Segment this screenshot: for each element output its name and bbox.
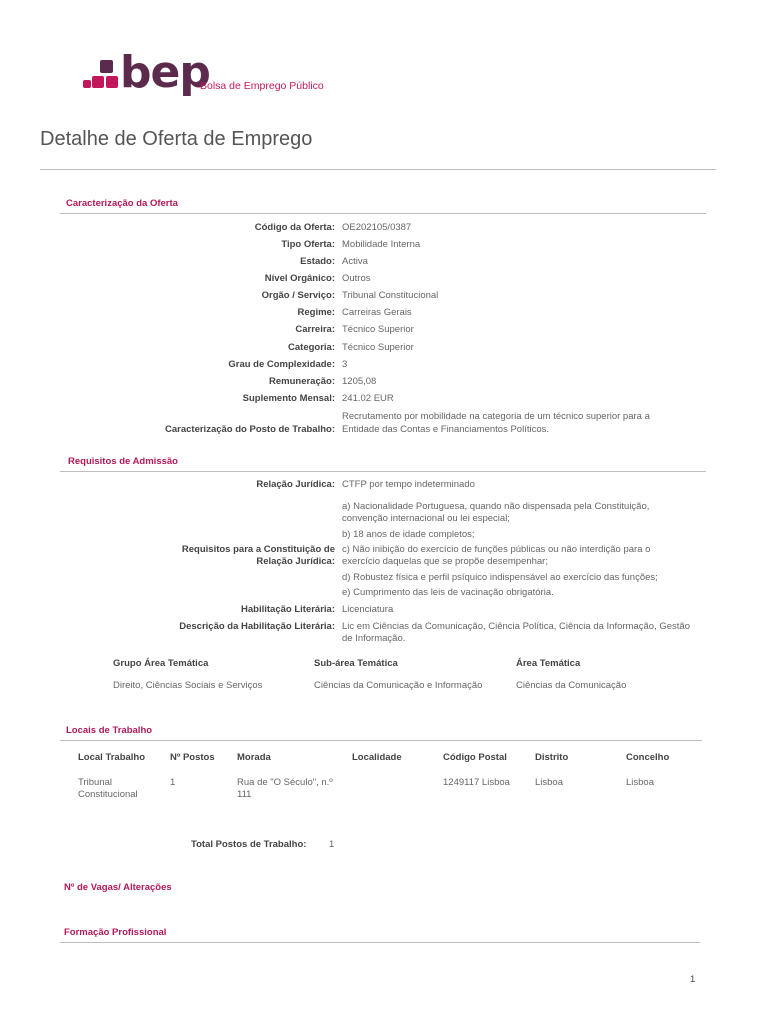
- logo-square-icon: [92, 76, 104, 88]
- field-label: Tipo Oferta:: [281, 239, 335, 250]
- area-header: Área Temática: [516, 658, 581, 669]
- total-postos-label: Total Postos de Trabalho:: [191, 839, 307, 850]
- field-label: Regime:: [297, 307, 335, 318]
- field-label: Descrição da Habilitação Literária:: [179, 621, 335, 632]
- field-value: Licenciatura: [342, 604, 394, 615]
- table-header: Concelho: [626, 752, 670, 763]
- field-value: Carreiras Gerais: [342, 307, 412, 318]
- logo-wordmark: bep: [120, 47, 210, 98]
- field-value: 241.02 EUR: [342, 393, 394, 404]
- logo-square-icon: [83, 80, 91, 88]
- requisito-text: d) Robustez física e perfil psíquico indispensável ao exercício das funções;: [342, 572, 658, 583]
- title-divider: [40, 169, 716, 170]
- field-label: Remuneração:: [269, 376, 335, 387]
- section-title-requisitos: Requisitos de Admissão: [68, 456, 178, 467]
- table-header: Local Trabalho: [78, 752, 146, 763]
- field-value: CTFP por tempo indeterminado: [342, 479, 475, 490]
- cell-local: Constitucional: [78, 789, 138, 800]
- section-title-locais: Locais de Trabalho: [66, 725, 153, 736]
- field-label: Grau de Complexidade:: [228, 359, 335, 370]
- table-header: Localidade: [352, 752, 402, 763]
- field-label: Código da Oferta:: [254, 222, 335, 233]
- section-title-caracterizacao: Caracterização da Oferta: [66, 198, 178, 209]
- field-label: Relação Jurídica:: [256, 479, 335, 490]
- field-value: Activa: [342, 256, 368, 267]
- requisito-text: e) Cumprimento das leis de vacinação obrigatória.: [342, 587, 554, 598]
- logo-subtitle: Bolsa de Emprego Público: [200, 80, 324, 92]
- area-value: Direito, Ciências Sociais e Serviços: [113, 680, 263, 691]
- table-header: Código Postal: [443, 752, 507, 763]
- field-label: Estado:: [300, 256, 335, 267]
- area-header: Grupo Área Temática: [113, 658, 209, 669]
- field-label: Nível Orgânico:: [264, 273, 335, 284]
- table-header: Nº Postos: [170, 752, 215, 763]
- field-value: 3: [342, 359, 348, 370]
- posto-description-line: Recrutamento por mobilidade na categoria de um técnico superior para a: [342, 411, 650, 422]
- section-divider: [60, 740, 702, 741]
- page-title: Detalhe de Oferta de Emprego: [40, 128, 313, 150]
- requisito-text: exercício daquelas que se propõe desempenhar;: [342, 556, 548, 567]
- field-label: Carreira:: [295, 324, 335, 335]
- field-value: Técnico Superior: [342, 342, 414, 353]
- field-label: Caracterização do Posto de Trabalho:: [165, 424, 335, 435]
- field-value: Lic em Ciências da Comunicação, Ciência Política, Ciência da Informação, Gestão: [342, 621, 690, 632]
- page-number: 1: [690, 974, 696, 985]
- field-value: OE202105/0387: [342, 222, 412, 233]
- cell-distrito: Lisboa: [535, 777, 563, 788]
- section-divider: [60, 213, 706, 214]
- field-label: Categoria:: [288, 342, 335, 353]
- posto-description-line: Entidade das Contas e Financiamentos Políticos.: [342, 424, 550, 435]
- area-value: Ciências da Comunicação: [516, 680, 627, 691]
- field-label: Orgão / Serviço:: [261, 290, 335, 301]
- logo-square-icon: [100, 60, 113, 73]
- section-divider: [60, 942, 700, 943]
- area-header: Sub-área Temática: [314, 658, 398, 669]
- field-label: Relação Jurídica:: [256, 556, 335, 567]
- field-value: Mobilidade Interna: [342, 239, 421, 250]
- section-divider: [60, 471, 706, 472]
- field-value: 1205,08: [342, 376, 377, 387]
- cell-postos: 1: [170, 777, 176, 788]
- field-label: Requisitos para a Constituição de: [181, 544, 335, 555]
- area-value: Ciências da Comunicação e Informação: [314, 680, 483, 691]
- cell-morada: Rua de "O Século", n.º: [237, 777, 333, 788]
- field-value: de Informação.: [342, 633, 406, 644]
- total-postos-value: 1: [329, 839, 335, 850]
- requisito-text: b) 18 anos de idade completos;: [342, 529, 475, 540]
- cell-morada: 111: [237, 789, 252, 800]
- logo-square-icon: [106, 76, 118, 88]
- cell-codigo-postal: 1249117 Lisboa: [443, 777, 510, 788]
- table-header: Morada: [237, 752, 271, 763]
- cell-local: Tribunal: [78, 777, 112, 788]
- section-title-vagas: Nº de Vagas/ Alterações: [64, 882, 172, 893]
- requisito-text: a) Nacionalidade Portuguesa, quando não dispensada pela Constituição,: [342, 501, 650, 512]
- field-value: Outros: [342, 273, 371, 284]
- table-header: Distrito: [535, 752, 569, 763]
- section-title-formacao: Formação Profissional: [64, 927, 167, 938]
- field-label: Habilitação Literária:: [241, 604, 335, 615]
- requisito-text: convenção internacional ou lei especial;: [342, 513, 510, 524]
- field-value: Técnico Superior: [342, 324, 414, 335]
- field-value: Tribunal Constitucional: [342, 290, 439, 301]
- requisito-text: c) Não inibição do exercício de funções públicas ou não interdição para o: [342, 544, 651, 555]
- cell-concelho: Lisboa: [626, 777, 654, 788]
- field-label: Suplemento Mensal:: [242, 393, 335, 404]
